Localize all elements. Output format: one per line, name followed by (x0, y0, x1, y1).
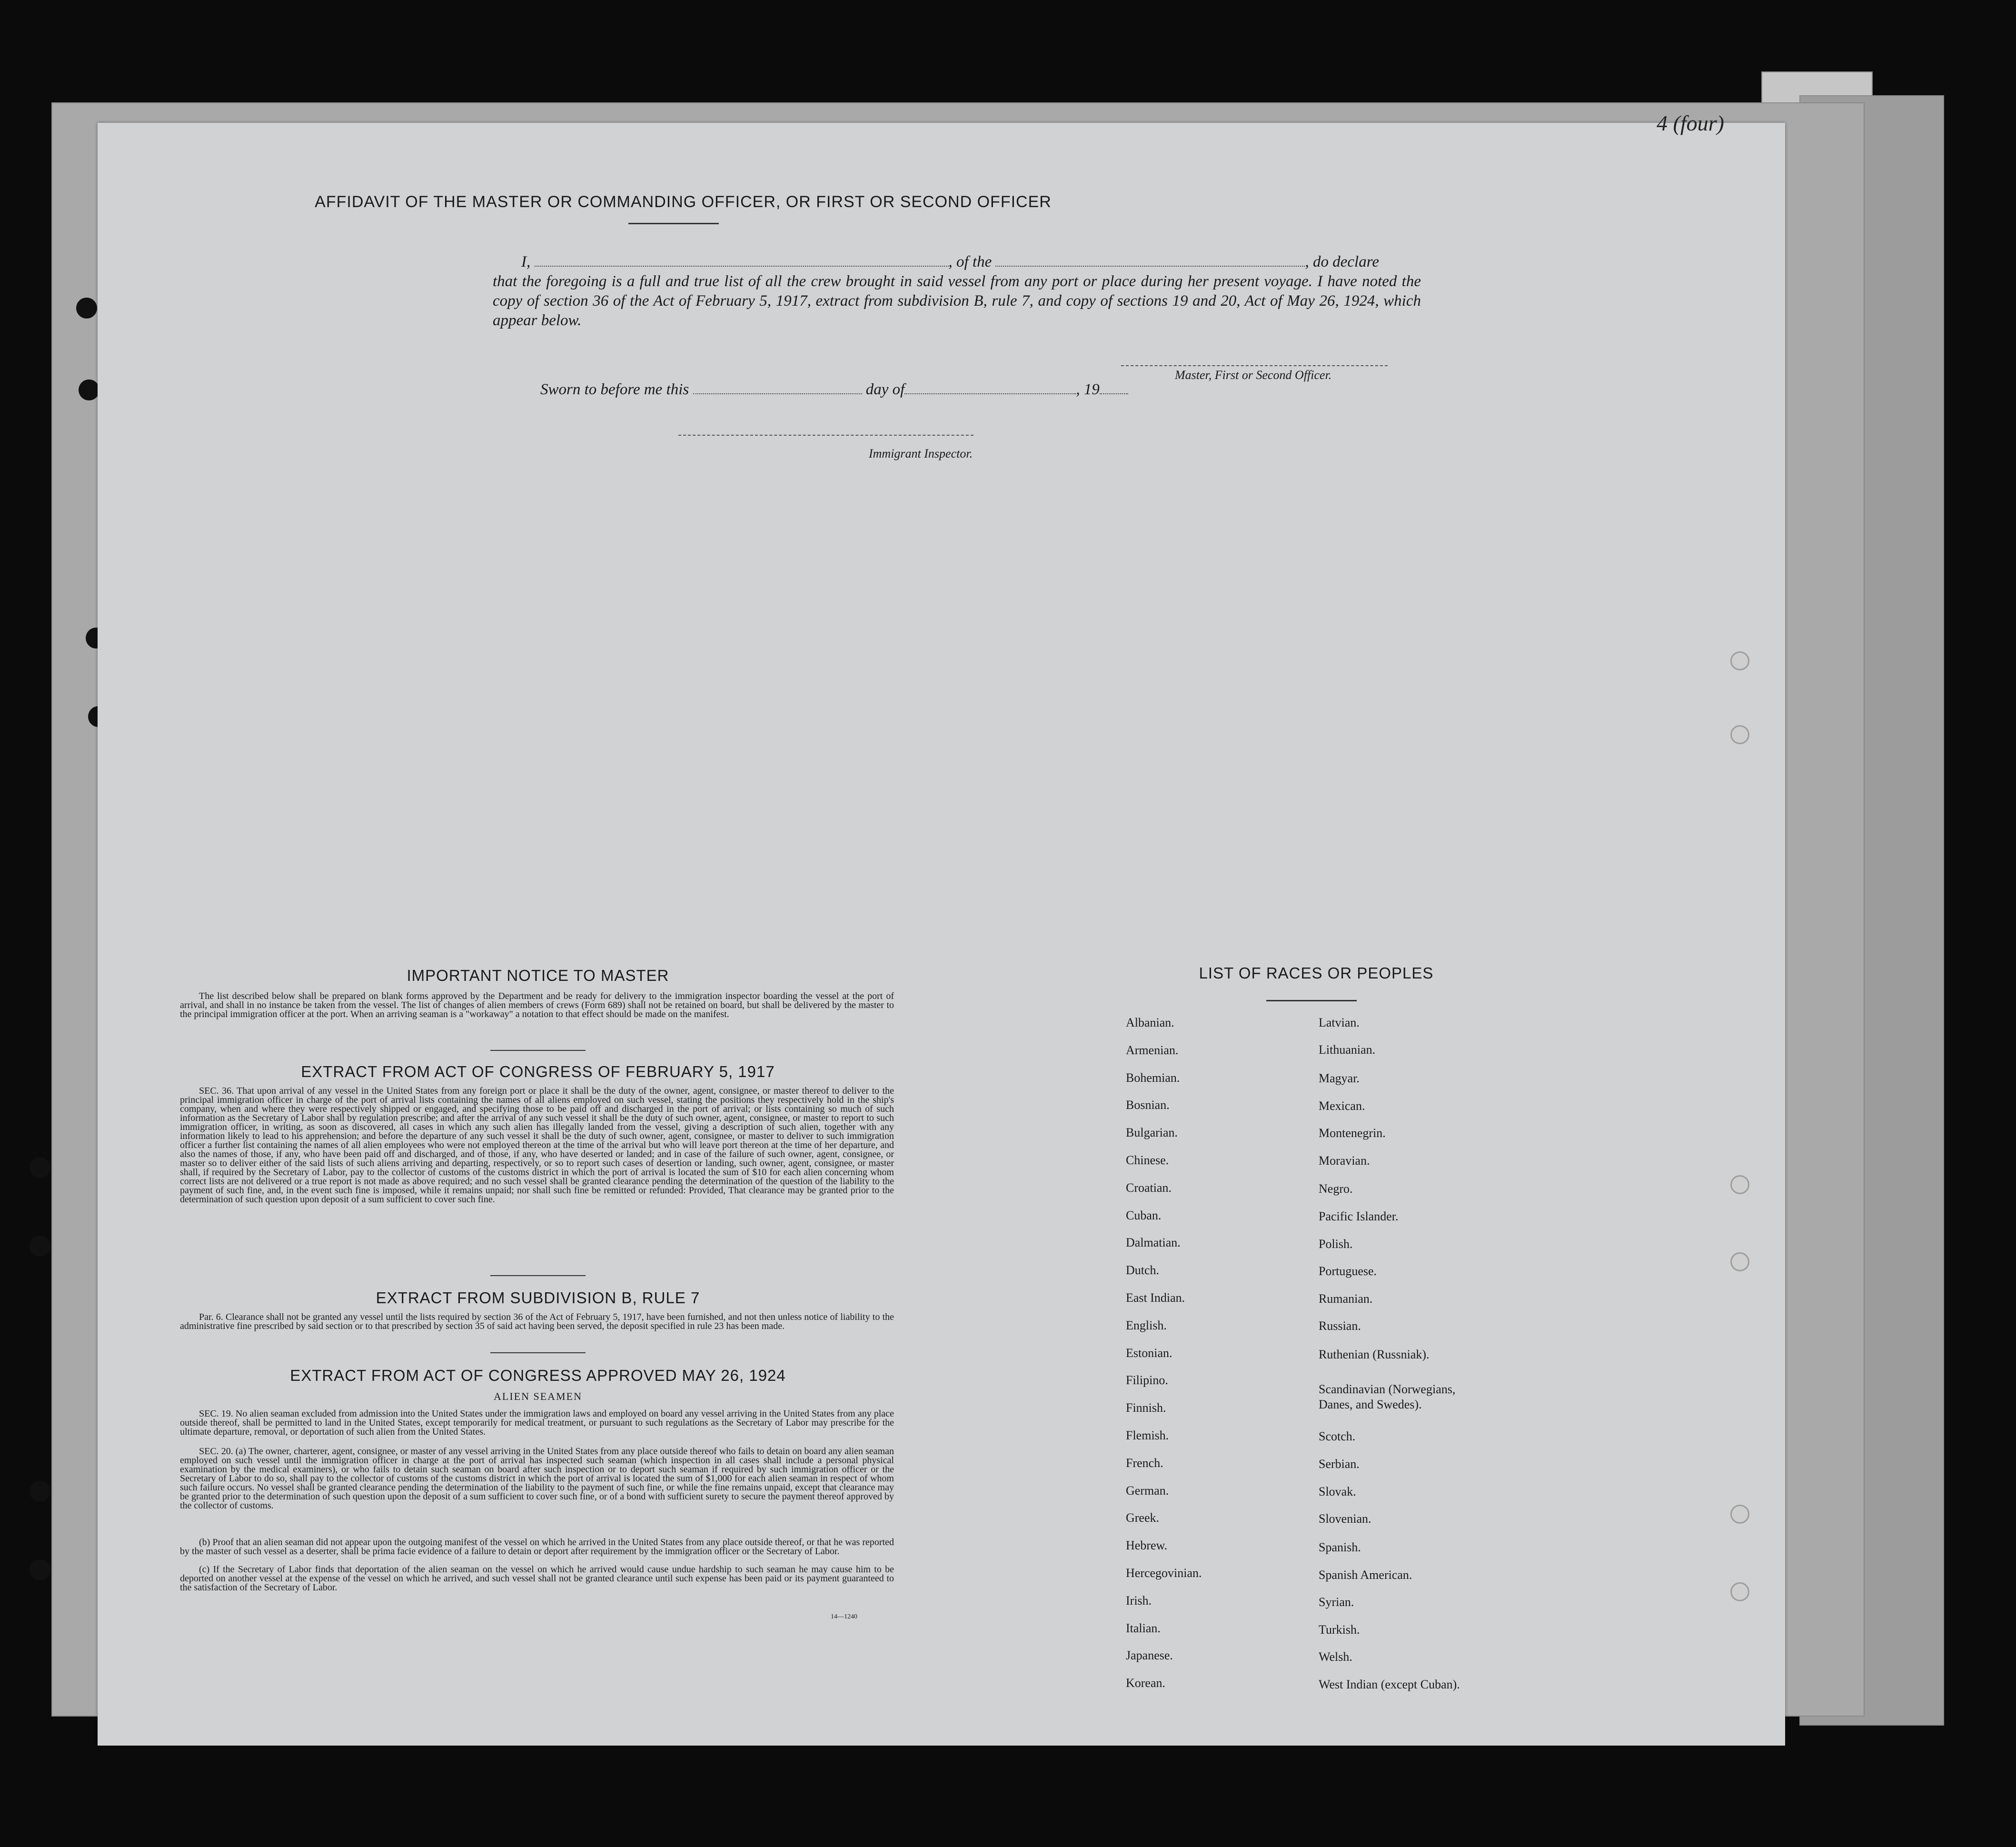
race-item: Ruthenian (Russniak). (1319, 1348, 1430, 1361)
sworn-day-of: day of (865, 381, 905, 398)
race-item: English. (1126, 1318, 1167, 1332)
race-item: Bulgarian. (1126, 1126, 1178, 1139)
affidavit-word-i: I, (521, 253, 531, 270)
title-rule (628, 223, 719, 224)
affidavit-declaration-line (521, 252, 1421, 272)
punch-hole (76, 298, 97, 319)
extract-rule7-title: EXTRACT FROM SUBDIVISION B, RULE 7 (376, 1289, 700, 1307)
race-item: Filipino. (1126, 1373, 1168, 1387)
punch-hole (1730, 1252, 1749, 1271)
punch-hole (1730, 725, 1749, 744)
race-item: German. (1126, 1484, 1169, 1498)
race-item: Syrian. (1319, 1595, 1354, 1609)
race-item: Spanish. (1319, 1540, 1361, 1554)
extract-1924-title: EXTRACT FROM ACT OF CONGRESS APPROVED MAY 26, 1924 (290, 1367, 786, 1384)
punch-hole (30, 1481, 50, 1502)
extract-1917-text: SEC. 36. That upon arrival of any vessel in the United States from any foreign port or place it shall be the duty of the owner, agent, consignee, or master thereof to deliver to the principal immigration officer in charge of the port of arrival lists containing the names of all aliens employed on such vessel, stating the positions they respectively hold in the ship's company, when and where they were respectively shipped or engaged, and specifying those to be paid off and discharged in the port of arrival; or lists containing so much of such information as the Secretary of Labor shall by regulation prescribe; and after the arrival of any such vessel it shall be the duty of such owner, agent, consignee, or master to report to such immigration officer, in writing, as soon as discovered, all cases in which any such alien has illegally landed from the vessel, giving a description of such alien, together with any information likely to lead to his apprehension; and before the departure of any such vessel it shall be the duty of such owner, agent, consignee, or master to deliver to such immigration officer a further list containing the names of all alien employees who were not employed thereon at the time of the arrival but who will leave port thereon at the time of her departure, and also the names of those, if any, who have been paid off and discharged, and of those, if any, who have deserted or landed; and in case of the failure of such owner, agent, consignee, or master so to deliver either of the said lists of such aliens arriving and departing, respectively, or so to report such cases of desertion or landing, such owner, agent, consignee, or master shall, if required by the Secretary of Labor, pay to the collector of customs of the customs district in which the port of arrival is located the sum of $10 for each alien concerning whom correct lists are not delivered or a true report is not made as above required; and no such vessel shall be granted clearance pending the determination of the question of the liability to the payment of such fine, and, in the event such fine is imposed, while it remains unpaid; nor shall such fine be remitted or refunded: Provided, That clearance may be granted prior to the determination of such question upon deposit of a sum sufficient to cover such fine. (180, 1086, 894, 1205)
race-item: West Indian (except Cuban). (1319, 1677, 1460, 1691)
race-item: Korean. (1126, 1676, 1166, 1690)
race-item: Croatian. (1126, 1181, 1172, 1195)
race-item: Serbian. (1319, 1457, 1360, 1471)
race-item: Bohemian. (1126, 1071, 1180, 1085)
race-item: Estonian. (1126, 1346, 1172, 1360)
alien-seamen-subtitle: ALIEN SEAMEN (494, 1390, 582, 1402)
punch-hole (30, 1236, 50, 1257)
race-item: Portuguese. (1319, 1264, 1377, 1278)
extract-1917-title: EXTRACT FROM ACT OF CONGRESS OF FEBRUARY 5, 1917 (301, 1063, 775, 1080)
form-number: 14—1240 (831, 1613, 857, 1620)
race-item: Greek. (1126, 1511, 1160, 1525)
race-item: Dalmatian. (1126, 1236, 1181, 1249)
name-blank[interactable] (535, 255, 949, 267)
notice-text: The list described below shall be prepared on blank forms approved by the Department and be ready for delivery to the immigration inspector boarding the vessel at the port of arrival, and shall in no instance be taken from the vessel. The list of changes of alien members of crews (Form 689) shall not be retained on board, but shall be delivered by the master to the principal immigration officer at the port. When an arriving seaman is a "workaway" a notation to that effect should be made on the manifest. (180, 991, 894, 1019)
sworn-line (540, 381, 1128, 399)
race-item: Scotch. (1319, 1429, 1356, 1443)
race-item: Flemish. (1126, 1428, 1169, 1442)
sworn-year-blank[interactable] (1100, 383, 1128, 394)
sec19-text: SEC. 19. No alien seaman excluded from admission into the United States under the immigration laws and employed on board any vessel arriving in the United States from any place outside thereof, shall be permitted to land in the United States, except temporarily for medical treatment, or pursuant to such regulations as the Secretary of Labor may prescribe for the ultimate departure, removal, or deportation of such alien from the United States. (180, 1408, 894, 1437)
sworn-month-blank[interactable] (904, 383, 1076, 394)
race-item: Slovenian. (1319, 1512, 1371, 1526)
race-item: East Indian. (1126, 1291, 1185, 1305)
affidavit-word-of-the: , of the (948, 253, 992, 270)
affidavit-title: AFFIDAVIT OF THE MASTER OR COMMANDING OFFICER, OR FIRST OR SECOND OFFICER (315, 193, 1052, 211)
affidavit-text: that the foregoing is a full and true list of all the crew brought in said vessel from any port or place during her present voyage. I have noted the copy of section 36 of the Act of February 5, 1917, extract from subdivision B, rule 7, and copy of sections 19 and 20, Act of May 26, 1924, which appear below. (493, 273, 1421, 329)
punch-hole (79, 379, 99, 400)
race-item: Turkish. (1319, 1623, 1360, 1637)
notice-title: IMPORTANT NOTICE TO MASTER (407, 967, 669, 984)
race-item: Chinese. (1126, 1153, 1169, 1167)
race-item: Spanish American. (1319, 1568, 1412, 1582)
race-item: Armenian. (1126, 1043, 1179, 1057)
punch-hole (1730, 1582, 1749, 1601)
race-item: Slovak. (1319, 1485, 1356, 1498)
race-item: Finnish. (1126, 1401, 1166, 1415)
sworn-day-blank[interactable] (693, 383, 862, 394)
race-item: Lithuanian. (1319, 1043, 1376, 1057)
sec20b-text: (b) Proof that an alien seaman did not appear upon the outgoing manifest of the vessel on which he arrived in the United States from any place outside thereof, or that he was reported by the master of such vessel as a deserter, shall be prima facie evidence of a failure to detain or deport after requirement by the immigration officer or the Secretary of Labor. (180, 1537, 894, 1557)
master-signature-line[interactable] (1121, 365, 1388, 366)
race-item: Latvian. (1319, 1016, 1360, 1029)
race-item: Rumanian. (1319, 1292, 1373, 1306)
race-item: Hebrew. (1126, 1538, 1168, 1552)
race-item: Hercegovinian. (1126, 1566, 1202, 1580)
race-item: Polish. (1319, 1237, 1353, 1251)
race-item: Russian. (1319, 1319, 1361, 1333)
section-rule (490, 1352, 586, 1353)
punch-hole (30, 1157, 50, 1178)
race-item: Scandinavian (Norwegians, Danes, and Swedes). (1319, 1382, 1456, 1411)
section-rule (490, 1275, 586, 1276)
punch-hole (1730, 1505, 1749, 1524)
punch-hole (1730, 1175, 1749, 1194)
master-signature-label: Master, First or Second Officer. (1175, 368, 1332, 382)
races-title: LIST OF RACES OR PEOPLES (1199, 964, 1434, 982)
race-item: Mexican. (1319, 1099, 1365, 1113)
page-number: 4 (four) (1657, 111, 1724, 135)
affidavit-body (493, 252, 1421, 330)
affidavit-word-do-declare: , do declare (1305, 253, 1379, 270)
races-title-rule (1266, 1000, 1357, 1001)
sworn-year: , 19 (1076, 381, 1100, 398)
race-item: Italian. (1126, 1621, 1161, 1635)
race-item: Pacific Islander. (1319, 1209, 1399, 1223)
race-item: Irish. (1126, 1594, 1152, 1607)
race-item: Cuban. (1126, 1208, 1162, 1222)
race-item: Bosnian. (1126, 1098, 1170, 1112)
sec20c-text: (c) If the Secretary of Labor finds that deportation of the alien seaman on the vessel on which he arrived would cause undue hardship to such seaman he may cause him to be deported on another vessel at the expense of the vessel on which he arrived, and such vessel shall not be granted clearance until such expense has been paid or its payment guaranteed to the satisfaction of the Secretary of Labor. (180, 1564, 894, 1593)
race-item: Dutch. (1126, 1263, 1160, 1277)
vessel-blank[interactable] (995, 255, 1305, 267)
sec20a-text: SEC. 20. (a) The owner, charterer, agent, consignee, or master of any vessel arriving in the United States from any place outside thereof who fails to detain on board any alien seaman employed on such vessel until the immigration officer in charge at the port of arrival has inspected such seaman (which inspection in all cases shall include a personal physical examination by the medical examiners), or who fails to detain such seaman on board after such inspection or to deport such seaman if required by such immigration officer or the Secretary of Labor to do so, shall pay to the collector of customs of the customs district in which the port of arrival is located the sum of $1,000 for each alien seaman in respect of whom such failure occurs. No vessel shall be granted clearance pending the determination of the liability to the payment of such fine, or while the fine remains unpaid, except that clearance may be granted prior to the determination of such question upon the deposit of a sum sufficient to cover such fine, or of a bond with sufficient surety to secure the payment thereof approved by the collector of customs. (180, 1446, 894, 1511)
inspector-signature-line[interactable] (678, 435, 973, 436)
inspector-signature-label: Immigrant Inspector. (869, 447, 973, 460)
race-item: Moravian. (1319, 1154, 1370, 1168)
section-rule (490, 1050, 586, 1051)
race-item: Magyar. (1319, 1071, 1360, 1085)
sworn-prefix: Sworn to before me this (540, 381, 689, 398)
race-item: Albanian. (1126, 1016, 1174, 1029)
punch-hole (30, 1559, 50, 1580)
punch-hole (1730, 651, 1749, 670)
race-item: Japanese. (1126, 1648, 1173, 1662)
race-item: Welsh. (1319, 1650, 1352, 1664)
race-item: French. (1126, 1456, 1163, 1470)
race-item: Montenegrin. (1319, 1126, 1386, 1140)
race-item: Negro. (1319, 1182, 1353, 1196)
extract-rule7-text: Par. 6. Clearance shall not be granted any vessel until the lists required by section 36 of the Act of February 5, 1917, have been furnished, and not then unless notice of liability to the administrative fine prescribed by said section or to that prescribed by section 35 of said act having been served, the deposit specified in rule 23 has been made. (180, 1312, 894, 1331)
